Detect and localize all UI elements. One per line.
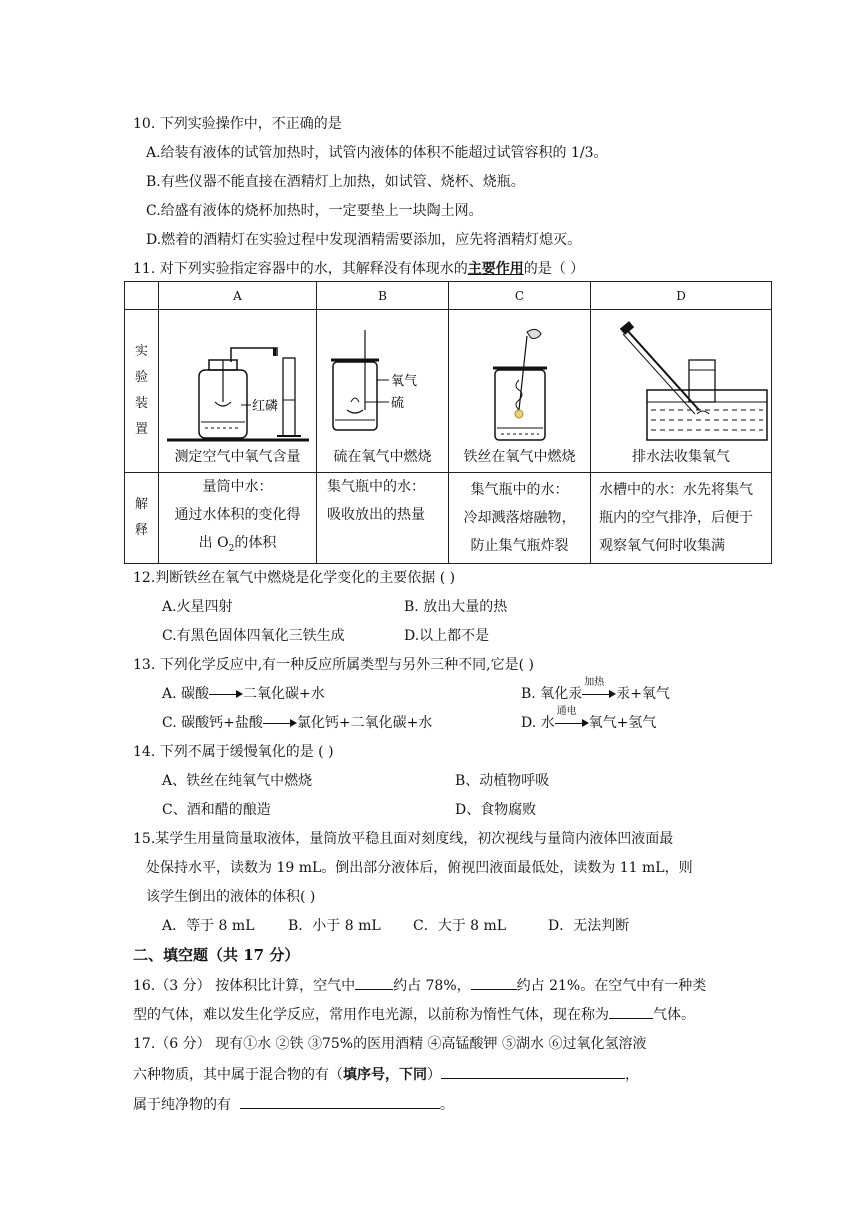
caption-c: 铁丝在氧气中燃烧 bbox=[463, 449, 576, 465]
reaction-arrow-icon bbox=[263, 717, 297, 729]
explanation-d: 水槽中的水：水先将集气 瓶内的空气排净，后便于 观察氧气何时收集满 bbox=[591, 473, 772, 564]
caption-d: 排水法收集氧气 bbox=[632, 449, 730, 465]
q14-option-d: D、食物腐败 bbox=[455, 802, 537, 818]
q12-stem: 12.判断铁丝在氧气中燃烧是化学变化的主要依据 ( ) bbox=[133, 570, 456, 586]
q10-stem: 10. 下列实验操作中，不正确的是 bbox=[133, 116, 342, 132]
q13-option-d: D. 水 通电 氧气+氢气 bbox=[521, 706, 657, 731]
q17-blank-pure[interactable] bbox=[240, 1094, 440, 1109]
q15-option-c: C．大于 8 mL bbox=[413, 918, 507, 934]
q12-option-a: A.火星四射 bbox=[162, 599, 233, 615]
q12-option-c: C.有黑色固体四氧化三铁生成 bbox=[162, 628, 345, 644]
header-c: C bbox=[449, 282, 591, 310]
q16-line-2: 型的气体，难以发生化学反应，常用作电光源，以前称为惰性气体，现在称为 气体。 bbox=[133, 1004, 695, 1025]
q13-option-a: A. 碳酸 二氧化碳+水 bbox=[162, 686, 325, 702]
label-oxygen: 氧气 bbox=[391, 374, 418, 389]
label-red-phosphorus: 红磷 bbox=[252, 399, 279, 414]
row-label-explanation: 解 释 bbox=[125, 473, 159, 564]
reaction-arrow-icon bbox=[209, 688, 243, 700]
apparatus-c bbox=[449, 310, 591, 473]
q10-option-d: D.燃着的酒精灯在实验过程中发现酒精需要添加，应先将酒精灯熄灭。 bbox=[146, 232, 582, 248]
header-b: B bbox=[317, 282, 449, 310]
q10-option-c: C.给盛有液体的烧杯加热时，一定要垫上一块陶土网。 bbox=[146, 203, 483, 219]
explanation-c: 集气瓶中的水： 冷却溅落熔融物， 防止集气瓶炸裂 bbox=[449, 473, 591, 564]
q15-line-1: 15.某学生用量筒量取液体，量筒放平稳且面对刻度线，初次视线与量筒内液体凹液面最 bbox=[133, 831, 674, 847]
q13-option-c: C. 碳酸钙+盐酸 氯化钙+二氧化碳+水 bbox=[162, 715, 433, 731]
q11-table bbox=[124, 281, 772, 564]
apparatus-b bbox=[317, 310, 449, 473]
q14-option-c: C、酒和醋的酿造 bbox=[162, 802, 271, 818]
q15-line-3: 该学生倒出的液体的体积( ) bbox=[146, 889, 316, 905]
q17-line-1: 17.（6 分） 现有①水 ②铁 ③75%的医用酒精 ④高锰酸钾 ⑤湖水 ⑥过氧化氢溶液 bbox=[133, 1036, 647, 1052]
q12-option-d: D.以上都不是 bbox=[404, 628, 490, 644]
q15-option-b: B．小于 8 mL bbox=[288, 918, 381, 934]
q15-option-d: D．无法判断 bbox=[548, 918, 630, 934]
q17-line-2: 六种物质，其中属于混合物的有（填序号，下同） ， bbox=[133, 1064, 639, 1085]
q11-stem: 11. 对下列实验指定容器中的水，其解释没有体现水的主要作用的是（ ） bbox=[133, 261, 585, 277]
q16-blank-2[interactable] bbox=[471, 975, 517, 990]
apparatus-d bbox=[591, 310, 772, 473]
q11-emphasis: 主要作用 bbox=[467, 261, 524, 277]
header-a: A bbox=[159, 282, 317, 310]
q16-blank-1[interactable] bbox=[355, 975, 393, 990]
caption-a: 测定空气中氧气含量 bbox=[174, 449, 301, 465]
q13-stem: 13. 下列化学反应中,有一种反应所属类型与另外三种不同,它是( ) bbox=[133, 657, 534, 673]
row-label-apparatus: 实 验 装 置 bbox=[125, 310, 159, 473]
q16-blank-3[interactable] bbox=[609, 1004, 653, 1019]
q15-option-a: A．等于 8 mL bbox=[162, 918, 255, 934]
q14-option-a: A、铁丝在纯氧气中燃烧 bbox=[162, 773, 313, 789]
label-sulfur: 硫 bbox=[391, 396, 405, 411]
caption-b: 硫在氧气中燃烧 bbox=[333, 449, 432, 465]
reaction-arrow-heat-icon: 加热 bbox=[582, 688, 616, 700]
explanation-a: 量筒中水： 通过水体积的变化得 出 $O_2$的体积 bbox=[159, 473, 317, 564]
q17-blank-mixtures[interactable] bbox=[441, 1064, 625, 1079]
header-blank bbox=[125, 282, 159, 310]
q15-line-2: 处保持水平，读数为 19 mL。倒出部分液体后，俯视凹液面最低处，读数为 11 mL，则 bbox=[146, 860, 693, 876]
q10-option-a: A.给装有液体的试管加热时，试管内液体的体积不能超过试管容积的 1/3。 bbox=[146, 145, 608, 161]
apparatus-a bbox=[159, 310, 317, 473]
q10-option-b: B.有些仪器不能直接在酒精灯上加热，如试管、烧杯、烧瓶。 bbox=[146, 174, 525, 190]
q13-option-b: B. 氧化汞 加热 汞+氧气 bbox=[521, 677, 670, 702]
reaction-arrow-electric-icon: 通电 bbox=[555, 717, 589, 729]
header-d: D bbox=[591, 282, 772, 310]
q16-line-1: 16.（3 分） 按体积比计算，空气中 约占 78%， 约占 21%。在空气中有一种类 bbox=[133, 975, 706, 996]
q14-option-b: B、动植物呼吸 bbox=[455, 773, 550, 789]
q12-option-b: B. 放出大量的热 bbox=[404, 599, 508, 615]
section-2-title: 二、填空题（共 17 分） bbox=[133, 946, 300, 964]
q17-line-3: 属于纯净物的有 。 bbox=[133, 1094, 454, 1115]
q14-stem: 14. 下列不属于缓慢氧化的是 ( ) bbox=[133, 744, 334, 760]
explanation-b: 集气瓶中的水： 吸收放出的热量 bbox=[317, 473, 449, 564]
